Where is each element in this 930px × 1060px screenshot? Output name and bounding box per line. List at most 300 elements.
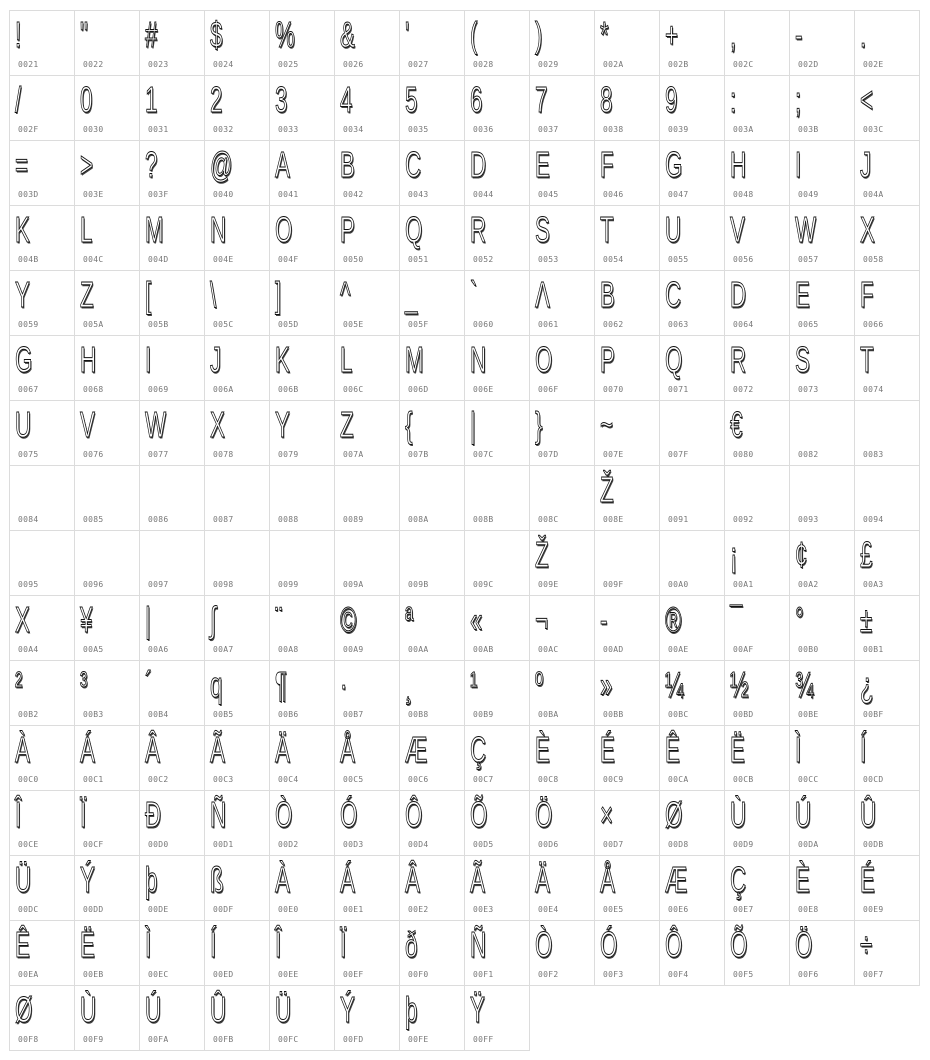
- glyph-codepoint: 00C7: [473, 775, 494, 784]
- glyph-codepoint: 00A5: [83, 645, 104, 654]
- glyph-codepoint: 00CE: [18, 840, 39, 849]
- glyph-codepoint: 004D: [148, 255, 169, 264]
- glyph-cell: [205, 271, 270, 336]
- glyph-cell: [855, 206, 920, 271]
- glyph-sample: Ò: [535, 924, 553, 965]
- glyph-cell: [855, 11, 920, 76]
- glyph-sample: ~: [600, 404, 614, 445]
- glyph-cell: [400, 271, 465, 336]
- glyph-codepoint: 007A: [343, 450, 364, 459]
- glyph-codepoint: 0044: [473, 190, 494, 199]
- glyph-cell: [660, 206, 725, 271]
- glyph-codepoint: 008E: [603, 515, 624, 524]
- glyph-cell: [660, 596, 725, 661]
- glyph-cell: [855, 336, 920, 401]
- glyph-codepoint: 00A7: [213, 645, 234, 654]
- glyph-sample: F: [860, 274, 874, 315]
- glyph-codepoint: 0059: [18, 320, 39, 329]
- glyph-sample: °: [795, 599, 804, 640]
- glyph-codepoint: 00DC: [18, 905, 39, 914]
- glyph-codepoint: 00EE: [278, 970, 299, 979]
- glyph-sample: Ú: [795, 794, 812, 835]
- glyph-cell: [530, 11, 595, 76]
- glyph-sample: 3: [275, 79, 288, 120]
- glyph-cell: [335, 596, 400, 661]
- glyph-codepoint: 009F: [603, 580, 624, 589]
- glyph-cell: [725, 921, 790, 986]
- glyph-codepoint: 00CC: [798, 775, 819, 784]
- glyph-cell: [855, 76, 920, 141]
- glyph-cell: [205, 856, 270, 921]
- glyph-cell: [400, 661, 465, 726]
- glyph-sample: -: [795, 14, 803, 55]
- glyph-sample: _: [405, 274, 418, 315]
- glyph-sample: ²: [15, 664, 23, 705]
- glyph-cell: [530, 466, 595, 531]
- glyph-sample: M: [405, 339, 424, 380]
- glyph-cell: [270, 531, 335, 596]
- glyph-cell: [140, 596, 205, 661]
- glyph-codepoint: 00F2: [538, 970, 559, 979]
- glyph-codepoint: 00C9: [603, 775, 624, 784]
- glyph-cell: [465, 986, 530, 1051]
- glyph-codepoint: 0041: [278, 190, 299, 199]
- glyph-cell: [140, 921, 205, 986]
- glyph-sample: ½: [730, 664, 749, 705]
- glyph-codepoint: 00D1: [213, 840, 234, 849]
- glyph-cell: [530, 726, 595, 791]
- glyph-codepoint: 002F: [18, 125, 39, 134]
- glyph-cell: [140, 141, 205, 206]
- glyph-sample: O: [535, 339, 553, 380]
- glyph-cell: [335, 856, 400, 921]
- glyph-cell: [790, 466, 855, 531]
- glyph-sample: G: [665, 144, 683, 185]
- glyph-sample: «: [470, 599, 483, 640]
- glyph-sample: Ž: [535, 534, 549, 575]
- glyph-codepoint: 00D6: [538, 840, 559, 849]
- glyph-cell: [595, 791, 660, 856]
- glyph-codepoint: 0089: [343, 515, 364, 524]
- glyph-cell: [660, 856, 725, 921]
- glyph-sample: X: [210, 404, 225, 445]
- glyph-cell: [270, 141, 335, 206]
- glyph-codepoint: 006C: [343, 385, 364, 394]
- glyph-codepoint: 00ED: [213, 970, 234, 979]
- glyph-codepoint: 006F: [538, 385, 559, 394]
- glyph-cell: [75, 986, 140, 1051]
- glyph-codepoint: 00B5: [213, 710, 234, 719]
- glyph-codepoint: 00C2: [148, 775, 169, 784]
- glyph-codepoint: 00AA: [408, 645, 429, 654]
- glyph-codepoint: 003C: [863, 125, 884, 134]
- glyph-sample: Ç: [470, 729, 487, 770]
- glyph-cell: [530, 596, 595, 661]
- glyph-sample: À: [15, 729, 30, 770]
- glyph-cell: [595, 856, 660, 921]
- glyph-cell: [400, 206, 465, 271]
- glyph-codepoint: 004C: [83, 255, 104, 264]
- glyph-cell: [790, 596, 855, 661]
- glyph-codepoint: 0033: [278, 125, 299, 134]
- glyph-sample: Ý: [80, 859, 95, 900]
- glyph-codepoint: 0049: [798, 190, 819, 199]
- glyph-codepoint: 0096: [83, 580, 104, 589]
- glyph-codepoint: 00DA: [798, 840, 819, 849]
- glyph-codepoint: 0062: [603, 320, 624, 329]
- glyph-codepoint: 00E6: [668, 905, 689, 914]
- glyph-codepoint: 008C: [538, 515, 559, 524]
- glyph-codepoint: 00F4: [668, 970, 689, 979]
- glyph-cell: [75, 336, 140, 401]
- glyph-codepoint: 00C6: [408, 775, 429, 784]
- glyph-codepoint: 00E1: [343, 905, 364, 914]
- glyph-cell: [465, 856, 530, 921]
- glyph-codepoint: 00B8: [408, 710, 429, 719]
- glyph-sample: ": [80, 14, 88, 55]
- glyph-sample: ×: [600, 794, 614, 835]
- glyph-cell: [790, 661, 855, 726]
- glyph-codepoint: 00CD: [863, 775, 884, 784]
- glyph-codepoint: 003E: [83, 190, 104, 199]
- glyph-codepoint: 00A1: [733, 580, 754, 589]
- glyph-codepoint: 0035: [408, 125, 429, 134]
- glyph-sample: E: [795, 274, 810, 315]
- glyph-cell: [790, 336, 855, 401]
- glyph-codepoint: 0031: [148, 125, 169, 134]
- glyph-cell: [660, 921, 725, 986]
- glyph-sample: Û: [860, 794, 877, 835]
- glyph-codepoint: 0028: [473, 60, 494, 69]
- glyph-codepoint: 005B: [148, 320, 169, 329]
- glyph-cell: [140, 661, 205, 726]
- glyph-codepoint: 00BE: [798, 710, 819, 719]
- glyph-cell: [270, 596, 335, 661]
- glyph-cell: [465, 661, 530, 726]
- glyph-sample: L: [340, 339, 353, 380]
- glyph-codepoint: 007E: [603, 450, 624, 459]
- glyph-sample: ): [535, 14, 543, 55]
- glyph-sample: F: [600, 144, 614, 185]
- glyph-cell: [205, 661, 270, 726]
- glyph-codepoint: 00F0: [408, 970, 429, 979]
- glyph-cell: [790, 726, 855, 791]
- glyph-codepoint: 00F7: [863, 970, 884, 979]
- glyph-codepoint: 00BC: [668, 710, 689, 719]
- glyph-codepoint: 00E9: [863, 905, 884, 914]
- glyph-codepoint: 0054: [603, 255, 624, 264]
- glyph-sample: Í: [210, 924, 217, 965]
- glyph-codepoint: 00DE: [148, 905, 169, 914]
- glyph-sample: Ç: [730, 859, 747, 900]
- glyph-codepoint: 00F1: [473, 970, 494, 979]
- glyph-cell: [855, 596, 920, 661]
- glyph-codepoint: 00EC: [148, 970, 169, 979]
- glyph-cell: [855, 466, 920, 531]
- glyph-codepoint: 0024: [213, 60, 234, 69]
- glyph-cell: [140, 531, 205, 596]
- glyph-sample: ¼: [665, 664, 684, 705]
- glyph-cell: [530, 791, 595, 856]
- glyph-sample: Î: [275, 924, 282, 965]
- glyph-cell: [465, 921, 530, 986]
- glyph-sample: 7: [535, 79, 548, 120]
- glyph-cell: [660, 271, 725, 336]
- glyph-cell: [790, 856, 855, 921]
- glyph-codepoint: 0087: [213, 515, 234, 524]
- glyph-codepoint: 0030: [83, 125, 104, 134]
- glyph-sample: Λ: [535, 274, 550, 315]
- glyph-codepoint: 0077: [148, 450, 169, 459]
- glyph-codepoint: 00FB: [213, 1035, 234, 1044]
- glyph-sample: !: [15, 14, 22, 55]
- glyph-cell: [10, 141, 75, 206]
- glyph-cell: [725, 206, 790, 271]
- glyph-cell: [10, 76, 75, 141]
- glyph-codepoint: 002C: [733, 60, 754, 69]
- glyph-codepoint: 005F: [408, 320, 429, 329]
- glyph-sample: þ: [145, 859, 158, 900]
- glyph-cell: [140, 401, 205, 466]
- glyph-cell: [595, 401, 660, 466]
- glyph-sample: H: [80, 339, 97, 380]
- glyph-codepoint: 00D7: [603, 840, 624, 849]
- glyph-codepoint: 0094: [863, 515, 884, 524]
- glyph-sample: Ó: [340, 794, 358, 835]
- glyph-cell: [205, 401, 270, 466]
- glyph-codepoint: 0092: [733, 515, 754, 524]
- glyph-codepoint: 005A: [83, 320, 104, 329]
- glyph-codepoint: 00CB: [733, 775, 754, 784]
- glyph-codepoint: 006B: [278, 385, 299, 394]
- glyph-sample: >: [80, 144, 94, 185]
- glyph-cell: [855, 531, 920, 596]
- glyph-codepoint: 00DB: [863, 840, 884, 849]
- glyph-sample: #: [145, 14, 158, 55]
- glyph-sample: ^: [340, 274, 351, 315]
- glyph-codepoint: 0079: [278, 450, 299, 459]
- glyph-cell: [660, 336, 725, 401]
- glyph-codepoint: 0051: [408, 255, 429, 264]
- glyph-cell: [400, 791, 465, 856]
- glyph-sample: 2: [210, 79, 223, 120]
- glyph-cell: [855, 921, 920, 986]
- glyph-cell: [75, 466, 140, 531]
- glyph-cell: [530, 141, 595, 206]
- glyph-cell: [530, 531, 595, 596]
- glyph-sample: *: [600, 14, 609, 55]
- glyph-sample: A: [275, 144, 290, 185]
- glyph-cell: [725, 401, 790, 466]
- glyph-sample: S: [795, 339, 810, 380]
- glyph-cell: [205, 466, 270, 531]
- glyph-cell: [10, 791, 75, 856]
- glyph-sample: `: [470, 274, 478, 315]
- glyph-cell: [595, 531, 660, 596]
- glyph-codepoint: 002E: [863, 60, 884, 69]
- glyph-sample: +: [665, 14, 679, 55]
- glyph-cell: [75, 661, 140, 726]
- glyph-sample: Ø: [665, 794, 683, 835]
- glyph-cell: [335, 141, 400, 206]
- glyph-sample: Ã: [210, 729, 225, 770]
- glyph-sample: K: [275, 339, 290, 380]
- glyph-sample: Ë: [730, 729, 745, 770]
- glyph-codepoint: 008B: [473, 515, 494, 524]
- glyph-sample: W: [795, 209, 817, 250]
- glyph-cell: [660, 726, 725, 791]
- glyph-cell: [140, 271, 205, 336]
- glyph-cell: [140, 986, 205, 1051]
- glyph-codepoint: 00EB: [83, 970, 104, 979]
- glyph-cell: [595, 271, 660, 336]
- glyph-sample: /: [15, 79, 22, 120]
- glyph-cell: [400, 76, 465, 141]
- glyph-codepoint: 00F3: [603, 970, 624, 979]
- glyph-codepoint: 0046: [603, 190, 624, 199]
- glyph-cell: [855, 791, 920, 856]
- glyph-codepoint: 002B: [668, 60, 689, 69]
- glyph-codepoint: 0097: [148, 580, 169, 589]
- glyph-codepoint: 00D9: [733, 840, 754, 849]
- glyph-cell: [10, 986, 75, 1051]
- glyph-codepoint: 0042: [343, 190, 364, 199]
- glyph-sample: ¬: [535, 599, 549, 640]
- glyph-cell: [270, 466, 335, 531]
- glyph-cell: [725, 726, 790, 791]
- glyph-codepoint: 00AF: [733, 645, 754, 654]
- glyph-sample: ©: [340, 599, 357, 640]
- glyph-cell: [595, 921, 660, 986]
- glyph-sample: ß: [210, 859, 224, 900]
- glyph-codepoint: 003B: [798, 125, 819, 134]
- glyph-sample: Á: [340, 859, 355, 900]
- glyph-sample: Ô: [665, 924, 683, 965]
- glyph-cell: [855, 661, 920, 726]
- glyph-cell: [725, 661, 790, 726]
- glyph-cell: [595, 466, 660, 531]
- glyph-cell: [400, 336, 465, 401]
- glyph-codepoint: 0063: [668, 320, 689, 329]
- glyph-cell: [140, 206, 205, 271]
- glyph-codepoint: 003D: [18, 190, 39, 199]
- glyph-cell: [725, 141, 790, 206]
- glyph-codepoint: 00A8: [278, 645, 299, 654]
- glyph-sample: ð: [405, 924, 418, 965]
- glyph-sample: P: [340, 209, 355, 250]
- glyph-cell: [140, 856, 205, 921]
- glyph-sample: À: [275, 859, 290, 900]
- glyph-cell: [335, 661, 400, 726]
- glyph-sample: E: [535, 144, 550, 185]
- glyph-cell: [400, 921, 465, 986]
- glyph-cell: [400, 986, 465, 1051]
- glyph-sample: Ÿ: [470, 989, 485, 1030]
- glyph-cell: [335, 466, 400, 531]
- glyph-sample: Ï: [80, 794, 87, 835]
- glyph-sample: Ù: [730, 794, 747, 835]
- glyph-sample: »: [600, 664, 613, 705]
- glyph-sample: R: [730, 339, 747, 380]
- glyph-sample: $: [210, 14, 223, 55]
- glyph-codepoint: 00BD: [733, 710, 754, 719]
- glyph-cell: [595, 596, 660, 661]
- glyph-codepoint: 00FA: [148, 1035, 169, 1044]
- glyph-cell: [595, 76, 660, 141]
- glyph-sample: Á: [80, 729, 95, 770]
- glyph-cell: [140, 11, 205, 76]
- glyph-sample: ¿: [860, 664, 874, 705]
- glyph-sample: É: [600, 729, 615, 770]
- glyph-cell: [10, 206, 75, 271]
- glyph-codepoint: 00B1: [863, 645, 884, 654]
- glyph-cell: [335, 11, 400, 76]
- glyph-codepoint: 008A: [408, 515, 429, 524]
- glyph-cell: [465, 76, 530, 141]
- glyph-cell: [205, 11, 270, 76]
- glyph-cell: [140, 336, 205, 401]
- glyph-sample: X: [860, 209, 875, 250]
- glyph-sample: Õ: [470, 794, 488, 835]
- glyph-sample: D: [730, 274, 747, 315]
- glyph-sample: M: [145, 209, 164, 250]
- glyph-codepoint: 009B: [408, 580, 429, 589]
- glyph-cell: [595, 206, 660, 271]
- glyph-sample: G: [15, 339, 33, 380]
- glyph-cell: [335, 986, 400, 1051]
- glyph-codepoint: 005D: [278, 320, 299, 329]
- glyph-codepoint: 00D0: [148, 840, 169, 849]
- glyph-cell: [140, 466, 205, 531]
- glyph-sample: ³: [80, 664, 88, 705]
- glyph-cell: [205, 206, 270, 271]
- glyph-sample: N: [470, 339, 487, 380]
- glyph-sample: -: [600, 599, 608, 640]
- glyph-cell: [270, 856, 335, 921]
- glyph-cell: [465, 271, 530, 336]
- glyph-codepoint: 0086: [148, 515, 169, 524]
- glyph-cell: [725, 336, 790, 401]
- glyph-codepoint: 0043: [408, 190, 429, 199]
- glyph-cell: [660, 401, 725, 466]
- glyph-sample: L: [80, 209, 93, 250]
- glyph-sample: È: [535, 729, 550, 770]
- glyph-sample: {: [405, 404, 413, 445]
- glyph-sample: È: [795, 859, 810, 900]
- glyph-sample: ·: [340, 664, 348, 705]
- glyph-grid: [9, 10, 920, 1051]
- glyph-cell: [75, 141, 140, 206]
- glyph-cell: [10, 661, 75, 726]
- glyph-codepoint: 00E7: [733, 905, 754, 914]
- glyph-codepoint: 006D: [408, 385, 429, 394]
- glyph-codepoint: 0084: [18, 515, 39, 524]
- glyph-codepoint: 00E4: [538, 905, 559, 914]
- glyph-codepoint: 007D: [538, 450, 559, 459]
- glyph-sample: @: [210, 144, 233, 185]
- glyph-cell: [725, 791, 790, 856]
- glyph-sample: =: [15, 144, 29, 185]
- glyph-codepoint: 0064: [733, 320, 754, 329]
- glyph-cell: [205, 596, 270, 661]
- glyph-codepoint: 0027: [408, 60, 429, 69]
- glyph-cell: [75, 206, 140, 271]
- glyph-codepoint: 00CA: [668, 775, 689, 784]
- glyph-codepoint: 006A: [213, 385, 234, 394]
- glyph-sample: É: [860, 859, 875, 900]
- glyph-cell: [595, 661, 660, 726]
- glyph-sample: 0: [80, 79, 93, 120]
